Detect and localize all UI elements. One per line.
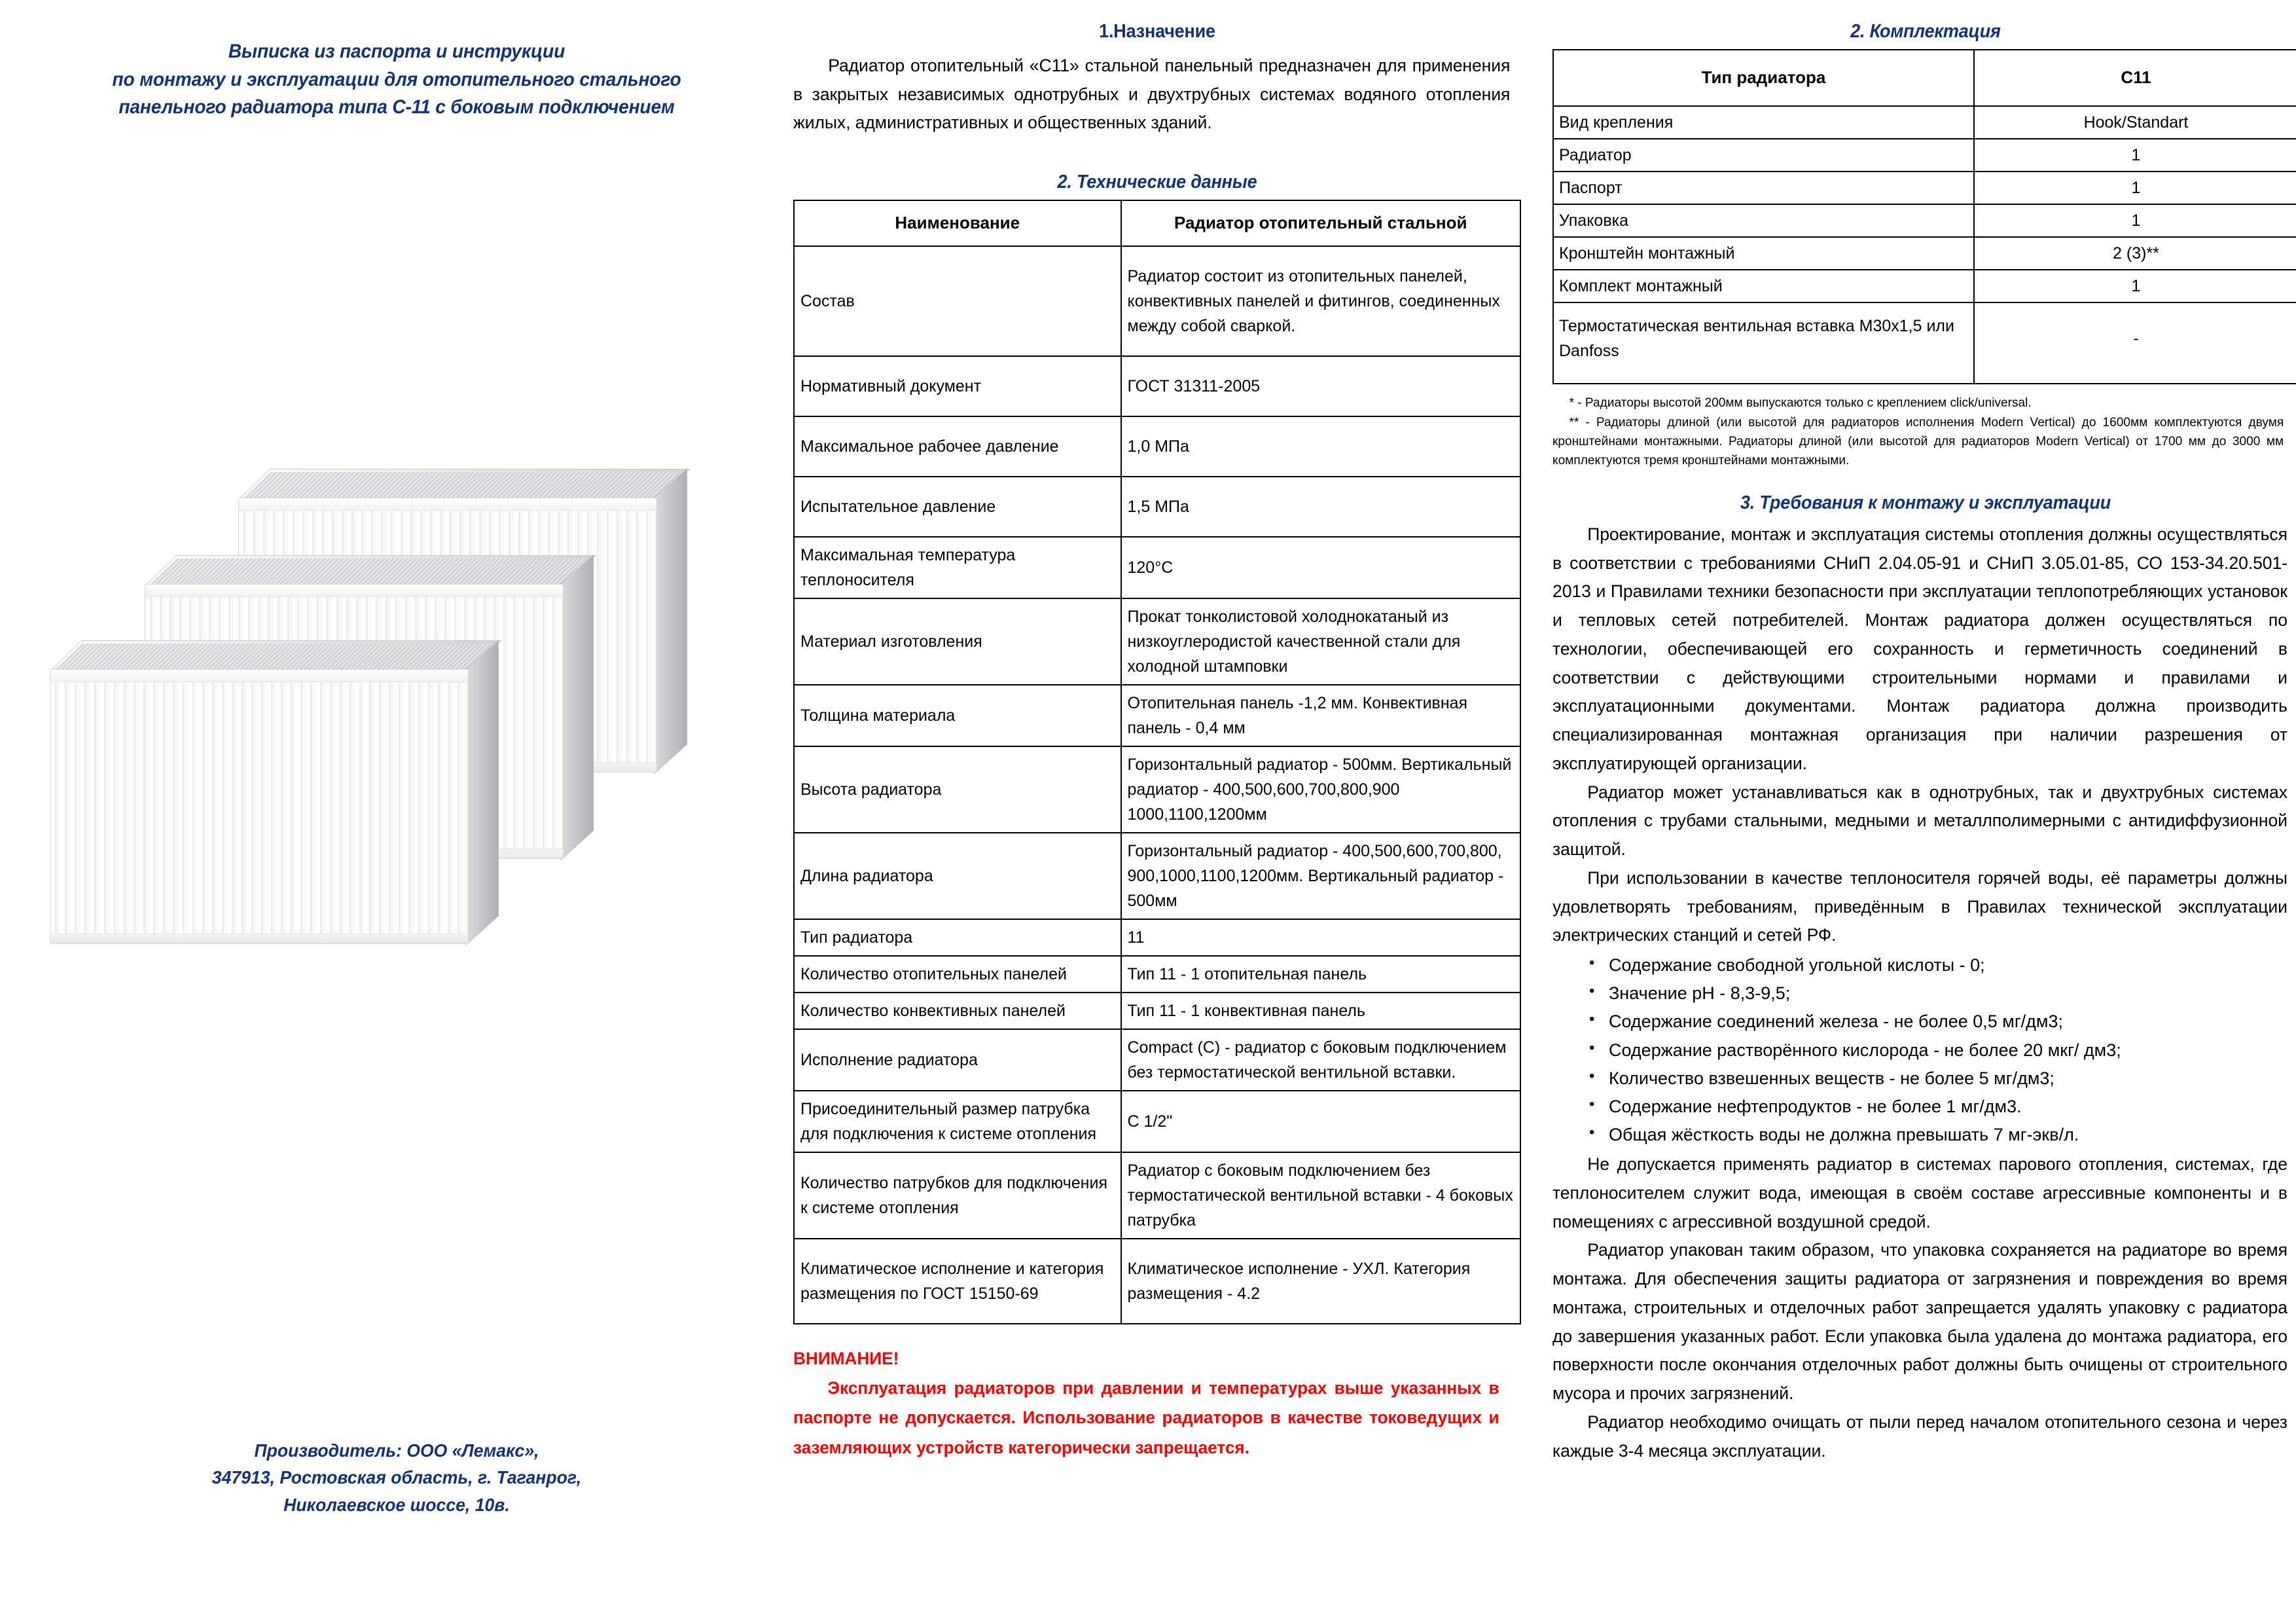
table-row [794, 1029, 1520, 1091]
tech-row-label: Количество конвективных панелей [794, 993, 1121, 1029]
table-row [794, 956, 1520, 993]
document-title-line-2: по монтажу и эксплуатации для отопительного стального [112, 68, 681, 90]
section-3-paragraph-2: Радиатор может устанавливаться как в однотрубных, так и двухтрубных системах отопления с трубами стальными, медными и металлполимерными с антидиффузионной защитой. [1552, 782, 2287, 860]
section-3-paragraph-6: Радиатор необходимо очищать от пыли перед началом отопительного сезона и через каждые 3-4 месяца эксплуатации. [1552, 1412, 2287, 1461]
middle-column [776, 21, 1535, 1616]
kit-col-value: С11 [1974, 50, 2296, 106]
section-1-paragraph: Радиатор отопительный «С11» стальной панельный предназначен для применения в закрытых независимых однотрубных и двухтрубных системах водяного отопления жилых, административных и общественных зданий. [793, 56, 1511, 133]
section-2-tech-heading: 2. Технические данные [1057, 172, 1257, 193]
table-row [1553, 204, 2296, 237]
tech-row-value: ГОСТ 31311-2005 [1121, 356, 1521, 416]
technical-data-table [793, 200, 1521, 1324]
table-row [794, 746, 1520, 833]
kit-row-label: Упаковка [1553, 204, 1974, 237]
table-row [794, 598, 1520, 685]
kit-table [1552, 49, 2296, 384]
tech-row-value: Отопительная панель -1,2 мм. Конвективная панель - 0,4 мм [1121, 685, 1521, 746]
section-3-heading: 3. Требования к монтажу и эксплуатации [1740, 492, 2111, 513]
tech-row-value: 11 [1121, 919, 1521, 956]
table-row [794, 246, 1520, 356]
section-1-heading: 1.Назначение [1099, 21, 1215, 42]
table-row [1553, 139, 2296, 172]
tech-row-value: 120°С [1121, 537, 1521, 598]
warning-heading: ВНИМАНИЕ! [793, 1348, 899, 1368]
kit-col-name: Тип радиатора [1553, 50, 1974, 106]
tech-row-label: Толщина материала [794, 685, 1121, 746]
tech-row-label: Исполнение радиатора [794, 1029, 1121, 1091]
manufacturer-block [61, 1437, 732, 1518]
tech-row-label: Количество патрубков для подключения к системе отопления [794, 1152, 1121, 1239]
kit-row-label: Радиатор [1553, 139, 1974, 172]
section-3-paragraph-3: При использовании в качестве теплоносителя горячей воды, её параметры должны удовлетворять требованиям, приведённым в Правилах технической эксплуатации электрических станций и сетей РФ. [1552, 867, 2287, 945]
radiator-top-grille-icon [50, 640, 502, 671]
footnote-double-asterisk: ** - Радиаторы длиной (или высотой для радиаторов исполнения Modern Vertical) до 1600мм комплектуются двумя кронштейнами монтажными. Радиаторы длиной (или высотой для радиаторов Modern Vertical) от 1700 мм до 3000 мм комплектуются тремя кронштейнами монтажными. [1552, 415, 2284, 468]
table-row [1553, 172, 2296, 204]
kit-row-label: Вид крепления [1553, 106, 1974, 139]
radiator-panel-front [50, 669, 469, 944]
kit-row-value: 2 (3)** [1974, 237, 2296, 270]
water-requirements-list [1552, 951, 2296, 1149]
table-row [794, 685, 1520, 746]
table-row [794, 1091, 1520, 1152]
kit-row-value: Hook/Standart [1974, 106, 2296, 139]
tech-row-label: Количество отопительных панелей [794, 956, 1121, 993]
radiator-illustration [30, 479, 737, 951]
kit-row-label: Паспорт [1553, 172, 1974, 204]
kit-row-label: Кронштейн монтажный [1553, 237, 1974, 270]
tech-row-label: Тип радиатора [794, 919, 1121, 956]
tech-row-label: Испытательное давление [794, 477, 1121, 537]
manufacturer-address-2: Николаевское шоссе, 10в. [283, 1494, 510, 1515]
tech-col-name: Наименование [794, 200, 1121, 246]
tech-row-label: Присоединительный размер патрубка для подключения к системе отопления [794, 1091, 1121, 1152]
manufacturer-address-1: 347913, Ростовская область, г. Таганрог, [211, 1467, 582, 1488]
tech-row-value: Compact (С) - радиатор с боковым подключением без термостатической вентильной вставки. [1121, 1029, 1521, 1091]
table-header-row [1553, 50, 2296, 106]
document-title [64, 38, 728, 122]
table-row [794, 993, 1520, 1029]
tech-row-value: Тип 11 - 1 отопительная панель [1121, 956, 1521, 993]
tech-row-label: Состав [794, 246, 1121, 356]
radiator-side-face [561, 555, 594, 860]
section-3-paragraph-5: Радиатор упакован таким образом, что упаковка сохраняется на радиаторе во время монтажа. Для обеспечения защиты радиатора от загрязнения и повреждения во время монтажа, строительных и отделочных работ запрещается удалять упаковку с радиатора до завершения указанных работ. Если упаковка была удалена до монтажа радиатора, его поверхности после окончания отделочных работ должны быть очищены от строительного мусора и прочих загрязнений. [1552, 1240, 2287, 1404]
radiator-side-face [466, 640, 499, 945]
kit-row-label: Комплект монтажный [1553, 270, 1974, 302]
list-item: • Значение pH - 8,3-9,5; [1609, 979, 2296, 1008]
table-row [1553, 302, 2296, 384]
tech-row-label: Нормативный документ [794, 356, 1121, 416]
section-3-paragraph-1: Проектирование, монтаж и эксплуатация системы отопления должны осуществляться в соответствии с требованиями СНиП 2.04.05-91 и СНиП 3.05.01-85, СО 153-34.20.501-2013 и Правилами техники безопасности при эксплуатации теплопотребляющих установок и тепловых сетей потребителей. Монтаж радиатора должен осуществляться по технологии, обеспечивающей его сохранность и герметичность соединений в соответствии с действующими строительными нормами и правилами и эксплуатационными документами. Монтаж радиатора должна производить специализированная монтажная организация при наличии разрешения от эксплуатирующей организации. [1552, 524, 2287, 773]
tech-row-value: Прокат тонколистовой холоднокатаный из низкоуглеродистой качественной стали для холодной штамповки [1121, 598, 1521, 685]
kit-row-value: 1 [1974, 172, 2296, 204]
radiator-top-grille-icon [145, 555, 597, 586]
manufacturer-name: Производитель: ООО «Лемакс», [254, 1440, 539, 1461]
list-item: • Количество взвешенных веществ - не более 5 мг/дм3; [1609, 1065, 2296, 1093]
table-row [794, 1239, 1520, 1324]
tech-row-label: Максимальное рабочее давление [794, 416, 1121, 477]
table-row [794, 416, 1520, 477]
table-row [794, 356, 1520, 416]
table-row [1553, 237, 2296, 270]
radiator-side-face [655, 468, 687, 774]
left-column [17, 21, 776, 1616]
list-item: • Содержание соединений железа - не более 0,5 мг/дм3; [1609, 1008, 2296, 1036]
footnote-single-asterisk: * - Радиаторы высотой 200мм выпускаются только с креплением click/universal. [1569, 395, 2032, 410]
section-3-paragraph-4: Не допускается применять радиатор в системах парового отопления, системах, где теплоносителем служит вода, имеющая в своём составе агрессивные компоненты и в помещениях с агрессивной воздушной средой. [1552, 1154, 2287, 1231]
table-row [794, 833, 1520, 919]
kit-row-value: 1 [1974, 139, 2296, 172]
table-header-row [794, 200, 1520, 246]
right-column [1535, 21, 2296, 1616]
kit-footnotes [1552, 393, 2284, 470]
tech-row-value: 1,5 МПа [1121, 477, 1521, 537]
tech-row-value: Климатическое исполнение - УХЛ. Категория размещения - 4.2 [1121, 1239, 1521, 1324]
kit-row-value: 1 [1974, 270, 2296, 302]
tech-row-value: Радиатор состоит из отопительных панелей, конвективных панелей и фитингов, соединенных между собой сваркой. [1121, 246, 1521, 356]
kit-row-value: - [1974, 302, 2296, 384]
tech-row-value: Тип 11 - 1 конвективная панель [1121, 993, 1521, 1029]
kit-row-value: 1 [1974, 204, 2296, 237]
warning-text: Эксплуатация радиаторов при давлении и температурах выше указанных в паспорте не допускается. Использование радиаторов в качестве токоведущих и заземляющих устройств категорически запрещается. [793, 1378, 1499, 1457]
table-row [794, 919, 1520, 956]
tech-row-label: Максимальная температура теплоносителя [794, 537, 1121, 598]
document-title-line-1: Выписка из паспорта и инструкции [228, 41, 565, 62]
list-item: • Содержание растворённого кислорода - не более 20 мкг/ дм3; [1609, 1036, 2296, 1065]
tech-row-value: Горизонтальный радиатор - 400,500,600,700,800, 900,1000,1100,1200мм. Вертикальный радиатор - 500мм [1121, 833, 1521, 919]
table-row [794, 1152, 1520, 1239]
list-item: • Общая жёсткость воды не должна превышать 7 мг-экв/л. [1609, 1121, 2296, 1149]
tech-row-label: Длина радиатора [794, 833, 1121, 919]
tech-row-value: Радиатор с боковым подключением без термостатической вентильной вставки - 4 боковых патрубка [1121, 1152, 1521, 1239]
tech-row-value: 1,0 МПа [1121, 416, 1521, 477]
tech-col-value: Радиатор отопительный стальной [1121, 200, 1521, 246]
tech-row-label: Высота радиатора [794, 746, 1121, 833]
list-item: • Содержание нефтепродуктов - не более 1 мг/дм3. [1609, 1093, 2296, 1121]
kit-row-label: Термостатическая вентильная вставка М30х1,5 или Danfoss [1553, 302, 1974, 384]
radiator-top-grille-icon [238, 469, 691, 500]
table-row [1553, 106, 2296, 139]
tech-row-label: Климатическое исполнение и категория размещения по ГОСТ 15150-69 [794, 1239, 1121, 1324]
radiator-front-face [50, 669, 469, 944]
section-2-kit-heading: 2. Комплектация [1850, 21, 2001, 42]
tech-row-value: С 1/2" [1121, 1091, 1521, 1152]
table-row [794, 477, 1520, 537]
document-title-line-3: панельного радиатора типа С-11 с боковым подключением [118, 96, 675, 119]
tech-row-value: Горизонтальный радиатор - 500мм. Вертикальный радиатор - 400,500,600,700,800,900 1000,1100,1200мм [1121, 746, 1521, 833]
table-row [1553, 270, 2296, 302]
table-row [794, 537, 1520, 598]
tech-row-label: Материал изготовления [794, 598, 1121, 685]
list-item: • Содержание свободной угольной кислоты - 0; [1609, 951, 2296, 979]
warning-block [793, 1344, 1499, 1463]
